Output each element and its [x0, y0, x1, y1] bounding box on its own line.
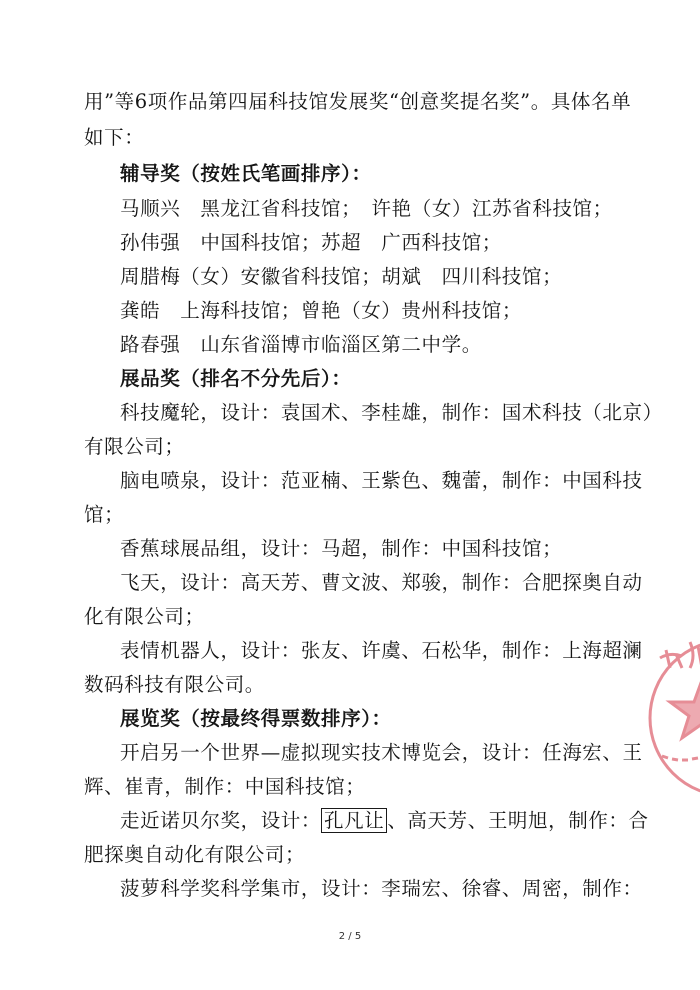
section-heading-tutor-award: 辅导奖（按姓氏笔画排序）：: [120, 162, 372, 185]
body-line: 孙伟强 中国科技馆；苏超 广西科技馆；: [120, 231, 502, 254]
seal-star: [670, 680, 700, 738]
body-line: 有限公司；: [84, 435, 185, 458]
body-line: 周腊梅（女）安徽省科技馆；胡斌 四川科技馆；: [120, 265, 563, 288]
body-line: 表情机器人，设计：张友、许虞、石松华，制作：上海超澜: [120, 639, 643, 662]
section-heading-exhibit-award: 展品奖（排名不分先后）：: [120, 367, 352, 390]
body-line: 菠萝科学奖科学集市，设计：李瑞宏、徐睿、周密，制作：: [120, 877, 643, 900]
body-line: 数码科技有限公司。: [84, 673, 265, 696]
body-line: 路春强 山东省淄博市临淄区第二中学。: [120, 333, 482, 356]
body-line: 香蕉球展品组，设计：马超，制作：中国科技馆；: [120, 537, 563, 560]
page-number: 2 / 5: [338, 931, 362, 942]
body-line: 化有限公司；: [84, 605, 205, 628]
body-line: 馆；: [84, 503, 125, 526]
body-line: 科技魔轮，设计：袁国术、李桂雄，制作：国术科技（北京）: [120, 401, 663, 424]
body-line: 马顺兴 黑龙江省科技馆； 许艳（女）江苏省科技馆；: [120, 197, 613, 220]
section-heading-exhibition-award: 展览奖（按最终得票数排序）：: [120, 707, 392, 730]
body-line: 脑电喷泉，设计：范亚楠、王紫色、魏蕾，制作：中国科技: [120, 469, 643, 492]
body-line: 龚皓 上海科技馆；曾艳（女）贵州科技馆；: [120, 299, 523, 322]
body-line: 用”等6项作品第四届科技馆发展奖“创意奖提名奖”。具体名单: [84, 90, 632, 113]
seal-text-strokes: [660, 642, 700, 670]
body-line: 开启另一个世界—虚拟现实技术博览会，设计：任海宏、王: [120, 741, 643, 764]
boxed-name: 孔凡让: [321, 808, 387, 833]
body-line: [120, 811, 649, 831]
official-seal-fragment: [642, 628, 700, 798]
body-line: 如下：: [84, 126, 145, 149]
body-line: 飞天，设计：高天芳、曹文波、郑骏，制作：合肥探奥自动: [120, 571, 643, 594]
line-prefix: 走近诺贝尔奖，设计：: [120, 809, 322, 832]
seal-ring: [650, 640, 700, 796]
body-line: 辉、崔青，制作：中国科技馆；: [84, 775, 366, 798]
body-line: 肥探奥自动化有限公司；: [84, 843, 306, 866]
seal-number-strokes: [662, 756, 698, 760]
line-suffix: 、高天芳、王明旭，制作：合: [387, 809, 649, 832]
